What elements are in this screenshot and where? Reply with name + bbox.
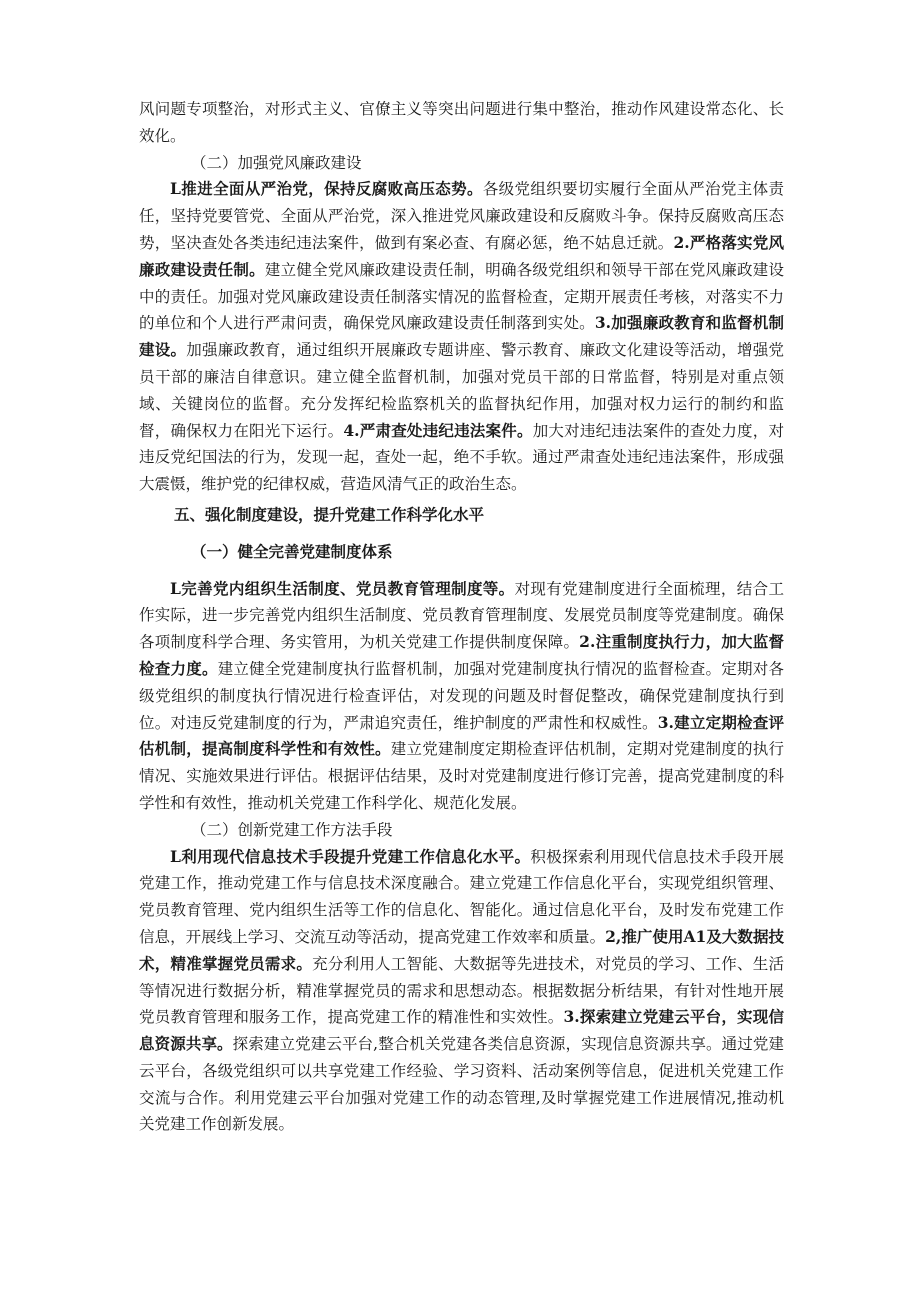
text-run: 积极探索利用现代信息技术手段开展党建工作，推动党建工作与信息技术深度融合。建立党建工作信息化平台，实现党组织管理、党员教育管理、党内组织生活等工作的信息化、智能化。通过信息化平台，及时发布党建工作信息，开展线上学习、交流互动等活动，提高党建工作效率和质量。 — [139, 847, 784, 946]
heading-text: （二）加强党风廉政建设 — [191, 153, 362, 172]
heading-text: （一）健全完善党建制度体系 — [191, 541, 393, 561]
bold-lead: 4.严肃查处违纪违法案件。 — [343, 420, 533, 440]
bold-lead: 2.严格落实党风廉政建设责任制。 — [139, 232, 784, 279]
section-heading-1 — [139, 502, 784, 529]
text-run: 对现有党建制度进行全面梳理，结合工作实际，进一步完善党内组织生活制度、党员教育管理制度、发展党员制度等党建制度。确保各项制度科学合理、务实管用，为机关党建工作提供制度保障。 — [139, 579, 784, 652]
bold-lead: L完善党内组织生活制度、党员教育管理制度等。 — [170, 578, 515, 598]
paragraph-system-building — [139, 576, 784, 817]
paragraph-methods-innovation — [139, 844, 784, 1139]
text-run: 探索建立党建云平台,整合机关党建各类信息资源，实现信息资源共享。通过党建云平台，各级党组织可以共享党建工作经验、学习资料、活动案例等信息，促进机关党建工作交流与合作。利用党建云平台加强对党建工作的动态管理,及时掌握党建工作进展情况,推动机关党建工作创新发展。 — [139, 1035, 784, 1134]
section-heading-2-3 — [139, 817, 784, 844]
bold-lead: 2.注重制度执行力，加大监督检查力度。 — [139, 632, 784, 678]
text-run: 建立健全党风廉政建设责任制，明确各级党组织和领导干部在党风廉政建设中的责任。加强对党风廉政建设责任制落实情况的监督检查，定期开展责任考核，对落实不力的单位和个人进行严肃问责，确保党风廉政建设责任制落到实处。 — [139, 260, 784, 333]
bold-lead: 3.探索建立党建云平台，实现信息资源共享。 — [139, 1007, 784, 1054]
heading-text: 五、强化制度建设，提升党建工作科学化水平 — [174, 504, 485, 524]
bold-lead: 3.加强廉政教育和监督机制建设。 — [139, 313, 784, 360]
bold-lead: L利用现代信息技术手段提升党建工作信息化水平。 — [170, 846, 531, 866]
section-heading-2-2 — [139, 539, 784, 566]
text-run: 建立健全党建制度执行监督机制，加强对党建制度执行情况的监督检查。定期对各级党组织的制度执行情况进行检查评估，对发现的问题及时督促整改，确保党建制度执行到位。对违反党建制度的行为，严肃追究责任，维护制度的严肃性和权威性。 — [139, 659, 784, 732]
text-run: 充分利用人工智能、大数据等先进技术，对党员的学习、工作、生活等情况进行数据分析，精准掌握党员的需求和思想动态。根据数据分析结果，有针对性地开展党员教育管理和服务工作，提高党建工作的精准性和实效性。 — [139, 954, 784, 1027]
text-run: 加强廉政教育，通过组织开展廉政专题讲座、警示教育、廉政文化建设等活动，增强党员干部的廉洁自律意识。建立健全监督机制，加强对党员干部的日常监督，特别是对重点领域、关键岗位的监督。充分发挥纪检监察机关的监督执纪作用，加强对权力运行的制约和监督，确保权力在阳光下运行。 — [139, 341, 784, 440]
paragraph-party-discipline — [139, 176, 784, 498]
text-run: 加大对违纪违法案件的查处力度，对违反党纪国法的行为，发现一起，查处一起，绝不手软。通过严肃查处违纪违法案件，形成强大震慑，维护党的纪律权威，营造风清气正的政治生态。 — [139, 421, 784, 494]
bold-lead: L推进全面从严治党，保持反腐败高压态势。 — [170, 179, 483, 199]
bold-lead: 3.建立定期检查评估机制，提高制度科学性和有效性。 — [139, 712, 784, 759]
section-heading-2-1 — [139, 150, 784, 177]
paragraph-continuation — [139, 96, 784, 150]
document-body — [139, 96, 784, 1138]
text-run: 建立党建制度定期检查评估机制，定期对党建制度的执行情况、实施效果进行评估。根据评估结果，及时对党建制度进行修订完善，提高党建制度的科学性和有效性，推动机关党建工作科学化、规范化发展。 — [139, 740, 784, 812]
text-run: 风问题专项整治，对形式主义、官僚主义等突出问题进行集中整治，推动作风建设常态化、长效化。 — [139, 100, 784, 145]
text-run: 各级党组织要切实履行全面从严治党主体责任，坚持党要管党、全面从严治党，深入推进党风廉政建设和反腐败斗争。保持反腐败高压态势，坚决查处各类违纪违法案件，做到有案必查、有腐必惩，绝不姑息迁就。 — [139, 180, 784, 252]
bold-lead: 2,推广使用A1及大数据技术，精准掌握党员需求。 — [139, 926, 784, 973]
heading-text: （二）创新党建工作方法手段 — [191, 820, 393, 839]
